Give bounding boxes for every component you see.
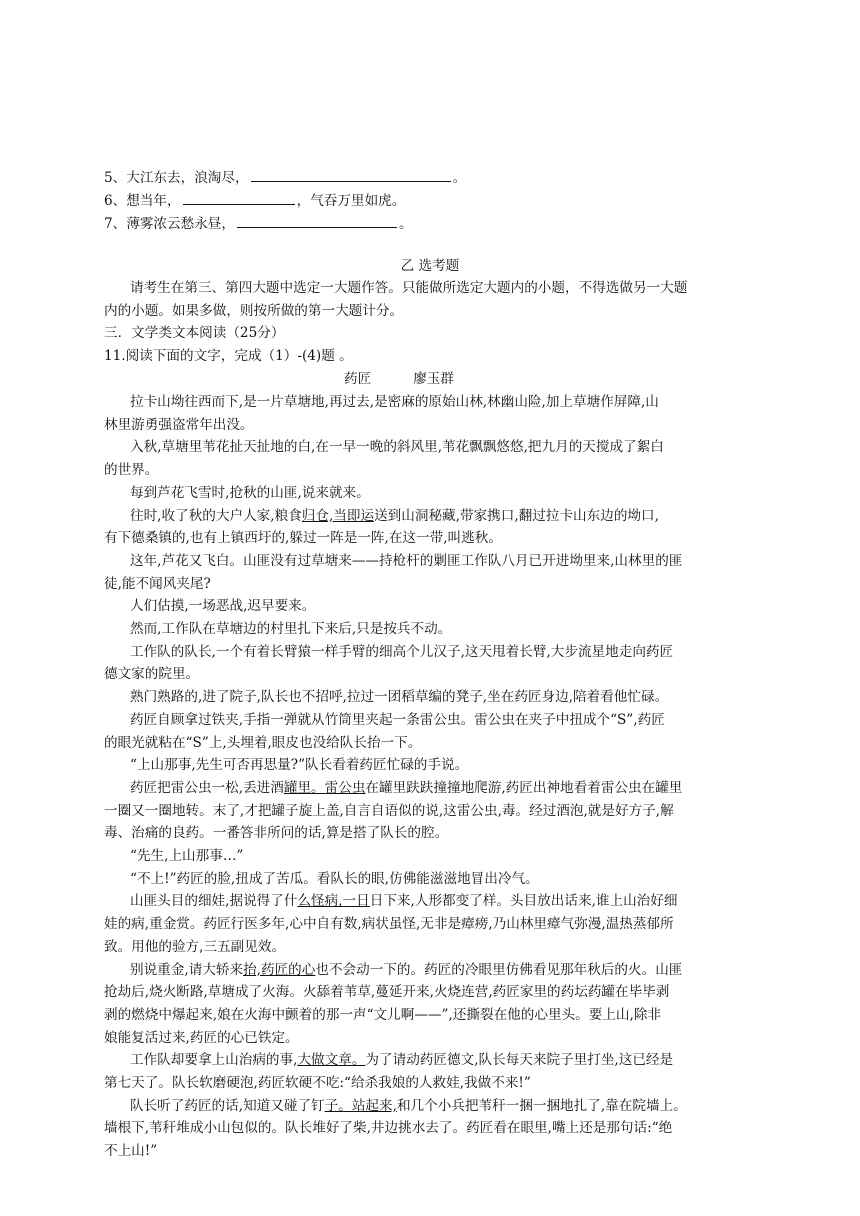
paragraph-first-line: 拉卡山坳往西而下,是一片草塘地,再过去,是密麻的原始山林,林幽山险,加上草塘作屏障,山	[130, 394, 659, 410]
fill-blank-prefix: 7、薄雾浓云愁永昼，	[104, 216, 235, 232]
fill-blank-prefix: 5、大江东去，浪淘尽，	[104, 170, 249, 186]
fill-blank-suffix: 。	[399, 216, 413, 232]
paragraph-text: 为了请动药匠德文,队长每天来院子里打坐,这已经是	[365, 1052, 674, 1069]
paragraph-first-line: “先生,上山那事…”	[130, 848, 244, 864]
paragraph-text: 在罐里趺趺撞撞地爬游,药匠出神地看着雷公虫在罐里	[365, 779, 683, 796]
paragraph-first-line	[130, 505, 659, 527]
paragraph-line: 一圈又一圈地转。末了,才把罐子旋上盖,自言自语似的说,这雷公虫,毒。经过酒泡,就是好方子,解	[104, 802, 674, 819]
paragraph-line: 抢劫后,烧火断路,草塘成了火海。火舔着苇草,蔓延开来,火烧连营,药匠家里的药坛药罐在毕毕剥	[104, 984, 670, 1001]
underlined-text: 子。站起来,	[324, 1097, 397, 1114]
paragraph-line: 有下德桑镇的,也有上镇西圩的,躲过一阵是一阵,在这一带,叫逃秋。	[104, 530, 502, 547]
instruction-line: 内的小题。如果多做，则按所做的第一大题计分。	[104, 303, 404, 319]
paragraph-text: 队长听了药匠的话,知道又碰了钉	[130, 1097, 325, 1114]
paragraph-first-line: 每到芦花飞雪时,抢秋的山匪,说来就来。	[130, 484, 370, 501]
paragraph-first-line: 药匠自顾拿过铁夹,手指一弹就从竹筒里夹起一条雷公虫。雷公虫在夹子中扭成个“S”,药匠	[130, 711, 665, 728]
paragraph-first-line: 人们估摸,一场恶战,迟早要来。	[130, 598, 316, 615]
part-heading: 三．文学类文本阅读（25分）	[104, 325, 285, 341]
paragraph-line: 剥的燃烧中爆起来,娘在火海中颤着的那一声“文儿啊——”,还撕裂在他的心里头。要上山,除非	[104, 1006, 662, 1023]
paragraph-line: 墙根下,苇秆堆成小山包似的。队长堆好了柴,井边挑水去了。药匠看在眼里,嘴上还是那句话:“绝	[104, 1120, 673, 1137]
paragraph-line: 毒、治痛的良药。一番答非所问的话,算是搭了队长的腔。	[104, 825, 449, 842]
paragraph-first-line: 熟门熟路的,进了院子,队长也不招呼,拉过一团稻草编的凳子,坐在药匠身边,陪着看他忙碌。	[130, 689, 669, 706]
paragraph-first-line: 然而,工作队在草塘边的村里扎下来后,只是按兵不动。	[130, 621, 452, 637]
answer-blank	[251, 167, 451, 182]
paragraph-first-line: 工作队的队长,一个有着长臂猿一样手臂的细高个儿汉子,这天甩着长臂,大步流星地走向药匠	[130, 643, 674, 660]
paragraph-text: 送到山洞秘藏,带家携口,翻过拉卡山东边的坳口,	[374, 507, 659, 524]
question-heading: 11.阅读下面的文字，完成（1）-(4)题 。	[104, 348, 353, 364]
paragraph-first-line	[130, 1049, 673, 1071]
answer-blank	[183, 190, 295, 205]
paragraph-line: 林里游勇强盗常年出没。	[104, 416, 254, 433]
paragraph-first-line: “不上!”药匠的脸,扭成了苦瓜。看队长的眼,仿佛能滋滋地冒出冷气。	[130, 870, 539, 887]
paragraph-text: 山匪头目的细娃,据说得了什	[130, 893, 298, 910]
answer-blank	[237, 213, 397, 228]
paragraph-text: 和几个小兵把苇秆一捆一捆地扎了,靠在院墙上。	[396, 1097, 687, 1114]
paragraph-line: 娘能复活过来,药匠的心已铁定。	[104, 1029, 299, 1046]
underlined-text: 归仓,当即运	[301, 507, 375, 524]
paragraph-line: 娃的病,重金赏。药匠行医多年,心中自有数,病状虽怪,无非是瘴痨,乃山林里瘴气弥漫,温热蒸郁所	[104, 916, 674, 933]
paragraph-line: 徒,能不闻风夹尾?	[104, 575, 211, 592]
instruction-line: 请考生在第三、第四大题中选定一大题作答。只能做所选定大题内的小题，不得选做另一大题	[130, 280, 688, 296]
fill-blank-suffix: ，气吞万里如虎。	[296, 193, 406, 209]
paragraph-line: 不上山!”	[104, 1143, 158, 1160]
story-title: 药匠	[344, 371, 372, 387]
paragraph-line: 第七天了。队长软磨硬泡,药匠软硬不吃:“给杀我娘的人救娃,我做不来!”	[104, 1075, 531, 1091]
story-title-line	[344, 368, 454, 390]
fill-blank-suffix: 。	[452, 170, 467, 186]
paragraph-text: 药匠把雷公虫一松,丢进酒	[130, 779, 284, 796]
paragraph-text: 别说重金,请大轿来	[130, 961, 244, 978]
paragraph-text: 日下来,人形都变了样。头目放出话来,谁上山治好细	[369, 893, 678, 910]
paragraph-first-line	[130, 777, 682, 799]
paragraph-line: 的世界。	[104, 462, 159, 479]
paragraph-first-line	[130, 890, 677, 912]
paragraph-line: 致。用他的验方,三五副见效。	[104, 938, 286, 955]
paragraph-first-line: “上山那事,先生可否再思量?”队长看着药匠忙碌的手说。	[130, 757, 469, 774]
paragraph-first-line	[130, 959, 682, 981]
underlined-text: 抬,药匠的心	[243, 961, 316, 978]
fill-blank-line	[104, 167, 466, 189]
paragraph-text: 工作队却要拿上山治病的事,	[130, 1052, 298, 1069]
paragraph-text: 也不会动一下的。药匠的冷眼里仿佛看见那年秋后的火。山匪	[315, 961, 683, 978]
underlined-text: 大做文章。	[297, 1052, 366, 1069]
paragraph-line: 的眼光就粘在“S”上,头埋着,眼皮也没给队长抬一下。	[104, 734, 422, 751]
paragraph-first-line: 这年,芦花又飞白。山匪没有过草塘来——持枪杆的剿匪工作队八月已开进坳里来,山林里的匪	[130, 552, 683, 569]
paragraph-first-line	[130, 1095, 687, 1117]
paragraph-text: 往时,收了秋的大户人家,粮食	[130, 507, 302, 524]
paragraph-first-line: 入秋,草塘里苇花扯天扯地的白,在一早一晚的斜风里,苇花飘飘悠悠,把九月的天搅成了絮白	[130, 439, 664, 456]
fill-blank-line	[104, 213, 413, 235]
fill-blank-prefix: 6、想当年，	[104, 193, 181, 209]
underlined-text: 么怪病,一日	[297, 893, 370, 910]
fill-blank-line	[104, 190, 405, 212]
paragraph-line: 德文家的院里。	[104, 666, 200, 683]
section-title: 乙 选考题	[400, 258, 460, 274]
story-author: 廖玉群	[413, 371, 454, 387]
underlined-text: 罐里。雷公虫	[283, 779, 366, 796]
